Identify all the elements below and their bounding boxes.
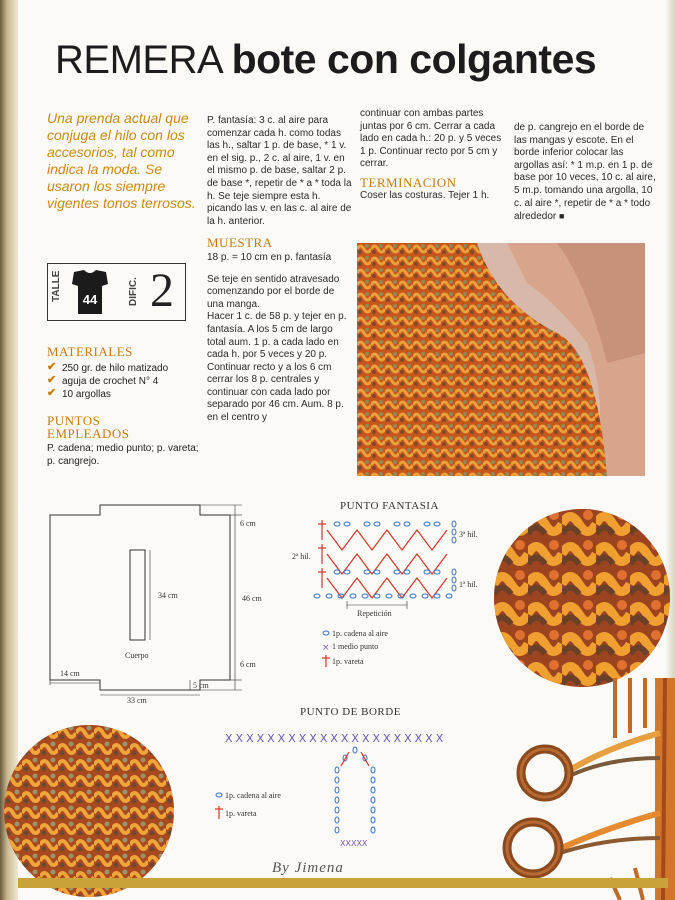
row-2-label: 2ª hil. — [292, 552, 311, 561]
signature-watermark: By Jimena — [272, 860, 344, 876]
label-5cm: 5 cm — [193, 681, 209, 690]
stitch-closeup-photo — [494, 509, 670, 687]
fantasia-paragraph: P. fantasía: 3 c. al aire para comenzar cada h. como todas las h., saltar 1 p. de base, * 1 v. en el sig. p., 2 c. al aire, 1 v. en el mismo p. de base, saltar 2 p. de base *, repetir de * a * toda la h. Se teje siempre esta h. picando las v. en las c. al aire de la h. anterior. — [207, 115, 352, 227]
garment-schematic — [30, 495, 300, 705]
materials-section — [47, 344, 207, 401]
svg-text:XXXXXXXXXXXXXXXXXXXXX: XXXXXXXXXXXXXXXXXXXXX — [225, 732, 447, 745]
label-6cm-top: 6 cm — [240, 519, 256, 528]
borde-stitch-chart — [205, 722, 495, 852]
svg-text:XXXXX: XXXXX — [340, 839, 368, 848]
instructions-column-3 — [360, 108, 502, 211]
title-part-1: REMERA — [55, 38, 221, 82]
stitches-section — [47, 414, 207, 468]
fantasia-stitch-chart — [287, 512, 497, 682]
single-crochet-symbol-icon: × — [322, 643, 330, 653]
repeat-label: Repetición — [357, 609, 392, 618]
column4-text: de p. cangrejo en el borde de las mangas y escote. En el borde inferior colocar las argollas así: * 1 m.p. en 1 p. de base por 10 veces, 10 c. al aire, 5 m.p. tomando una argolla, 10 c. al aire *, repetir de * a * todo alrededor ■ — [514, 122, 656, 223]
label-46cm: 46 cm — [242, 594, 262, 603]
label-6cm-bottom: 6 cm — [240, 660, 256, 669]
stitches-heading-2: EMPLEADOS — [47, 426, 130, 441]
fantasia-chart-title: PUNTO FANTASIA — [340, 500, 439, 512]
borde-legend-vareta: 1p. vareta — [225, 809, 257, 818]
material-item: ✔ 10 argollas — [47, 387, 111, 400]
bottom-accent-bar — [18, 878, 668, 888]
fabric-closeup-photo — [4, 725, 174, 897]
row-1-label: 1ª hil. — [459, 580, 478, 589]
size-difficulty-box — [47, 263, 186, 321]
muestra-heading: MUESTRA — [207, 235, 273, 251]
check-icon: ✔ — [47, 387, 57, 399]
chain-symbol-icon — [323, 631, 329, 635]
dific-value: 2 — [150, 264, 174, 317]
label-14cm: 14 cm — [60, 669, 80, 678]
label-cuerpo: Cuerpo — [125, 651, 149, 660]
borde-chart-title: PUNTO DE BORDE — [300, 706, 401, 718]
label-34cm: 34 cm — [158, 591, 178, 600]
page-spine — [0, 0, 18, 900]
terminacion-text: Coser las costuras. Tejer 1 h. — [360, 189, 490, 201]
check-icon: ✔ — [47, 374, 57, 386]
talle-value: 44 — [82, 292, 98, 307]
body-paragraph-1: Se teje en sentido atravesado comenzando por el borde de una manga. — [207, 273, 340, 310]
row-3-label: 3ª hil. — [459, 530, 478, 539]
chain-symbol-icon — [216, 793, 222, 797]
title-part-2: bote con colgantes — [231, 36, 597, 82]
legend-medio-punto: 1 medio punto — [332, 642, 379, 651]
check-icon: ✔ — [47, 361, 57, 373]
legend-vareta: 1p. vareta — [332, 657, 364, 666]
shirt-icon — [70, 268, 110, 316]
rings-photo — [495, 678, 675, 900]
dific-label: DIFIC. — [128, 277, 139, 306]
stitches-heading-1: PUNTOS — [47, 413, 101, 428]
body-paragraph-2: Hacer 1 c. de 58 p. y tejer en p. fantasía. A los 5 cm de largo total aum. 1 p. a cada lado en cada h. por 5 veces y 20 p. Continuar recto y a los 6 cm cerrar los 8 p. centrales y continuar con cada lado por separado por 46 cm. Aum. 8 p. en el centro y — [207, 311, 347, 424]
legend-chain: 1p. cadena al aire — [332, 629, 388, 638]
talle-label: TALLE — [51, 270, 62, 302]
label-33cm: 33 cm — [127, 696, 147, 705]
muestra-text: 18 p. = 10 cm en p. fantasía — [207, 251, 332, 263]
instructions-column-4 — [514, 122, 657, 233]
column3-text: continuar con ambas partes juntas por 6 cm. Cerrar a cada lado en cada h.: 20 p. y 5 veces 1 p. Continuar recto por 5 cm y cerrar. — [360, 108, 502, 170]
materials-heading: MATERIALES — [47, 344, 133, 359]
terminacion-heading: TERMINACION — [360, 174, 457, 190]
page-title — [55, 36, 596, 83]
stitches-text: P. cadena; medio punto; p. vareta; p. cangrejo. — [47, 443, 199, 467]
material-item: ✔ 250 gr. de hilo matizado — [47, 361, 169, 374]
material-item: ✔ aguja de crochet N° 4 — [47, 374, 159, 387]
instructions-column-2 — [207, 115, 352, 434]
model-photo — [357, 243, 645, 476]
intro-text: Una prenda actual que conjuga el hilo con los accesorios, tal como indica la moda. Se usaron los siempre vigentes tonos terrosos. — [47, 110, 196, 211]
borde-legend-chain: 1p. cadena al aire — [225, 791, 281, 800]
